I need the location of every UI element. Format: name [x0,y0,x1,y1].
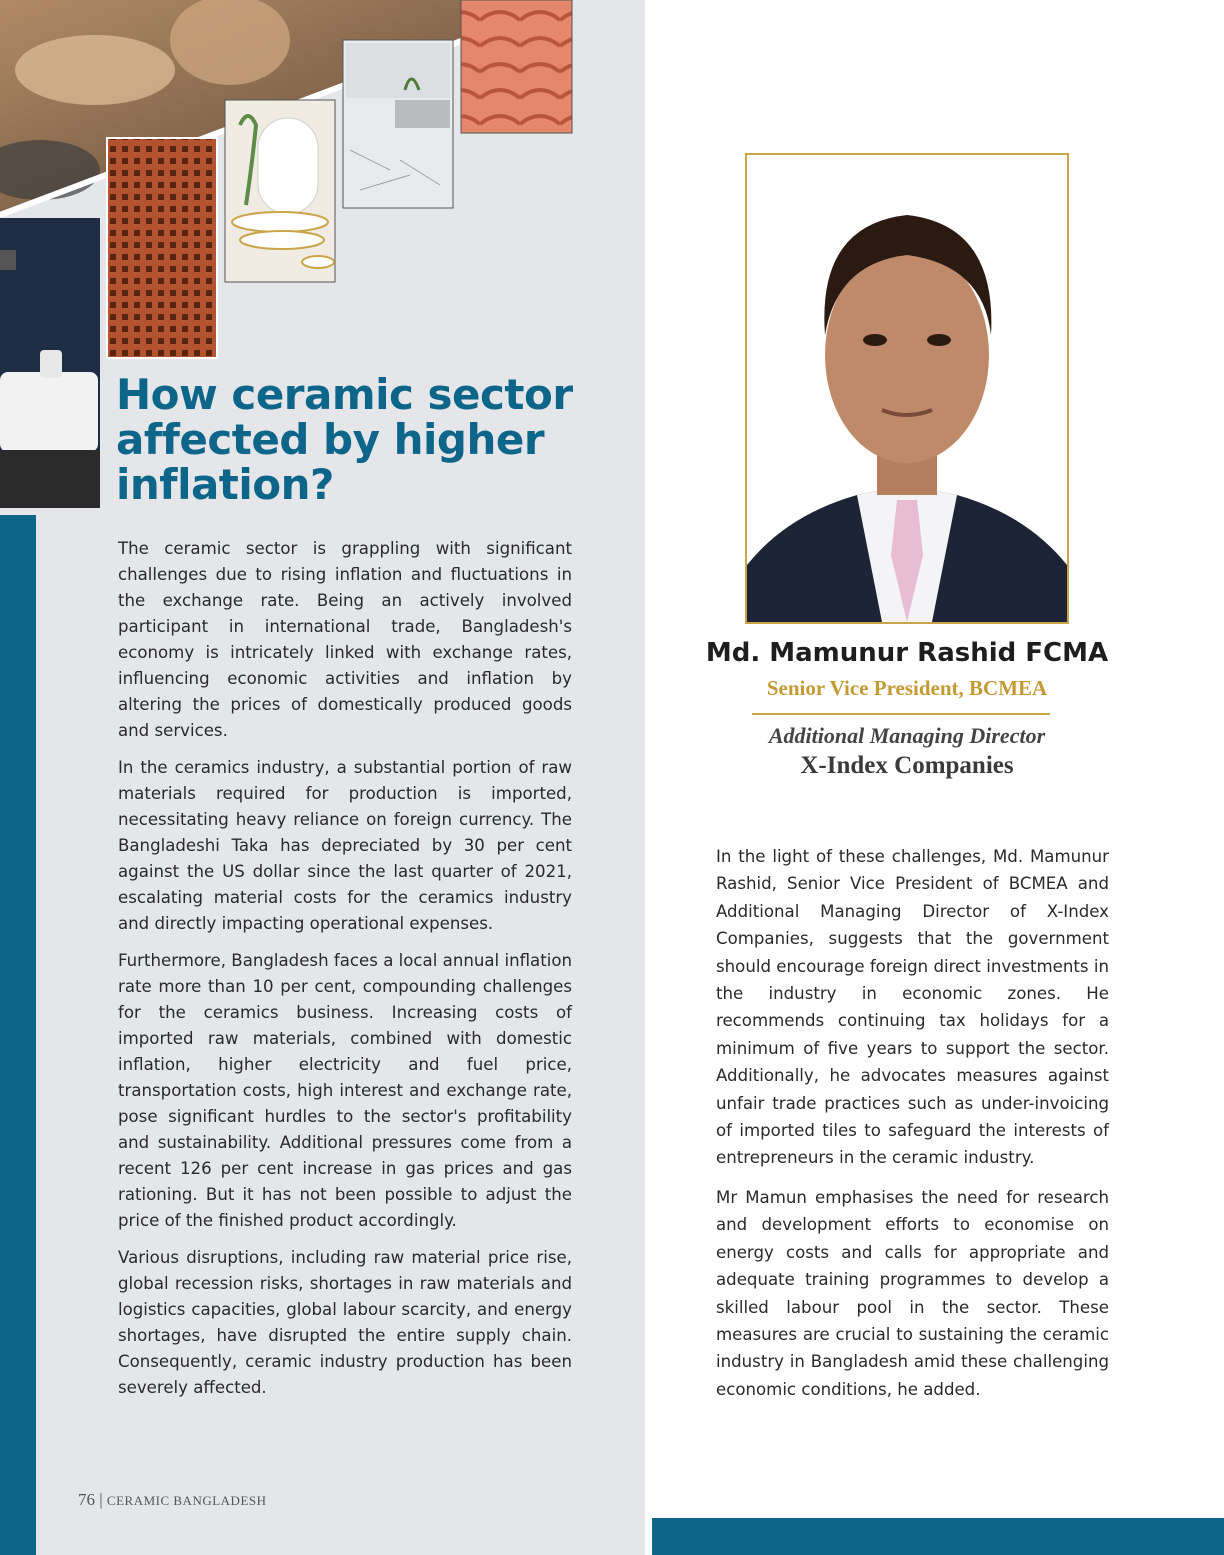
paragraph: Furthermore, Bangladesh faces a local annual inflation rate more than 10 per cent, compounding challenges for the ceramics business. Increasing costs of imported raw materials, combined with domestic inflation, higher electricity and fuel price, transportation costs, high interest and exchange rate, pose significant hurdles to the sector's profitability and sustainability. Additional pressures come from a recent 126 per cent increase in gas prices and gas rationing. But it has not been possible to adjust the price of the finished product accordingly. [118,951,572,1230]
left-accent-stripe [0,515,36,1555]
brick-wall-photo [107,138,217,358]
portrait-photo [745,153,1069,624]
portrait-illustration [747,155,1067,622]
left-column-text [118,536,572,1412]
divider [752,713,1050,715]
profile-role-secondary: Additional Managing Director [768,723,1046,748]
paragraph: In the light of these challenges, Md. Mamunur Rashid, Senior Vice President of BCMEA and Additional Managing Director of X-Index Companies, suggests that the government should encourage foreign direct investments in the industry in economic zones. He recommends continuing tax holidays for a minimum of five years to support the sector. Additionally, he advocates measures against unfair trade practices such as under-invoicing of imported tiles to safeguard the interests of entrepreneurs in the ceramic industry. [716,847,1109,1168]
paragraph: In the ceramics industry, a substantial portion of raw materials required for production is imported, necessitating heavy reliance on foreign currency. The Bangladeshi Taka has depreciated by 30 per cent against the US dollar since the last quarter of 2021, escalating material costs for the ceramics industry and directly impacting operational expenses. [118,758,572,933]
bottom-accent-bar [652,1518,1224,1555]
page-footer [78,1490,267,1510]
profile-company: X-Index Companies [800,752,1014,779]
paragraph: Mr Mamun emphasises the need for research and development efforts to economise on energy costs and calls for appropriate and adequate training programmes to develop a skilled labour pool in the sector. These measures are crucial to sustaining the ceramic industry in Bangladesh amid these challenging economic conditions, he added. [716,1187,1109,1399]
profile-role-primary: Senior Vice President, BCMEA [766,676,1048,700]
roof-tiles-photo [461,0,572,133]
paragraph: The ceramic sector is grappling with significant challenges due to rising inflation and fluctuations in the exchange rate. Being an actively involved participant in international trade, Bangladesh's economy is intricately linked with exchange rates, influencing economic activities and inflation by altering the prices of domestically produced goods and services. [118,539,572,740]
publication-name: CERAMIC BANGLADESH [106,1493,267,1508]
footer-separator: | [95,1490,107,1509]
page-number: 76 [78,1490,95,1509]
profile-name: Md. Mamunur Rashid FCMA [705,638,1109,668]
right-column-text [716,843,1109,1415]
paragraph: Various disruptions, including raw material price rise, global recession risks, shortages in raw materials and logistics capacities, global labour scarcity, and energy shortages, have disrupted the entire supply chain. Consequently, ceramic industry production has been severely affected. [118,1248,572,1397]
article-title: How ceramic sector affected by higher inflation? [116,370,573,509]
